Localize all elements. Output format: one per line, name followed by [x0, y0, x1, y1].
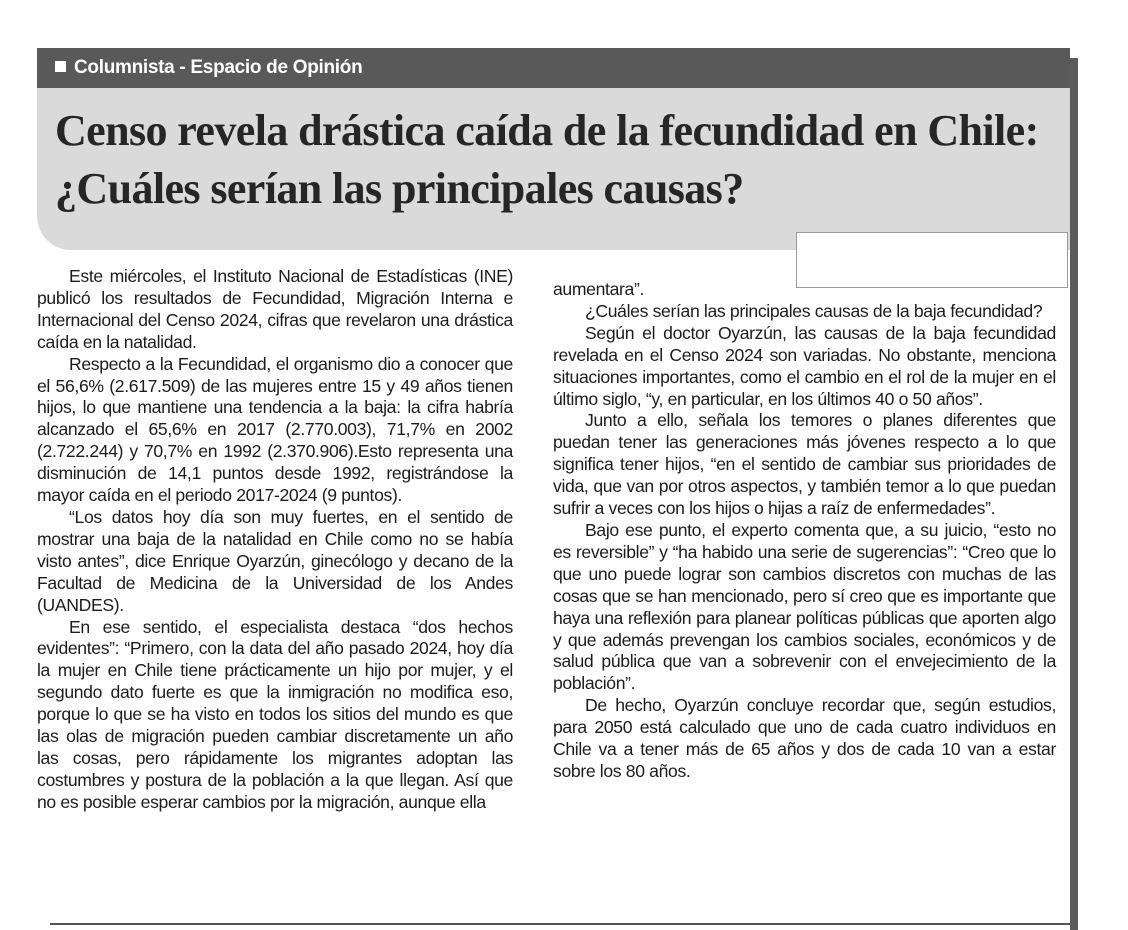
headline: Censo revela drástica caída de la fecundidad en Chile: ¿Cuáles serían las principales causas?	[55, 106, 1039, 213]
page-shadow	[1070, 58, 1078, 930]
paragraph: Según el doctor Oyarzún, las causas de la baja fecundidad revelada en el Censo 2024 son variadas. No obstante, menciona situaciones importantes, como el cambio en el rol de la mujer en el último siglo, “y, en particular, en los últimos 40 o 50 años”.	[553, 322, 1056, 409]
section-label: Columnista - Espacio de Opinión	[74, 57, 363, 78]
paragraph: Este miércoles, el Instituto Nacional de Estadísticas (INE) publicó los resultados de Fecundidad, Migración Interna e Internacional del Censo 2024, cifras que revelaron una drástica caída en la natalidad.	[37, 266, 513, 352]
paragraph: Junto a ello, señala los temores o planes diferentes que puedan tener las generaciones más jóvenes respecto a lo que significa tener hijos, “en el sentido de cambiar sus prioridades de vida, que van por otros aspectos, y también temor a lo que puedan sufrir a veces con los hijos o hijas a raíz de enfermedades”.	[553, 410, 1056, 519]
paragraph: Respecto a la Fecundidad, el organismo dio a conocer que el 56,6% (2.617.509) de las mujeres entre 15 y 49 años tienen hijos, lo que mantiene una tendencia a la baja: la cifra habría alcanzado el 65,6% en 2017 (2.770.003), 71,7% en 2002 (2.722.244) y 70,7% en 1992 (2.370.906).Esto representa una disminución de 14,1 puntos desde 1992, registrándose la mayor caída en el periodo 2017-2024 (9 puntos).	[37, 353, 513, 506]
article-column-2	[553, 279, 1056, 783]
paragraph: De hecho, Oyarzún concluye recordar que, según estudios, para 2050 está calculado que uno de cada cuatro individuos en Chile va a tener más de 65 años y dos de cada 10 van a estar sobre los 80 años.	[553, 695, 1056, 781]
paragraph: “Los datos hoy día son muy fuertes, en el sentido de mostrar una baja de la natalidad en Chile como no se había visto antes”, dice Enrique Oyarzún, ginecólogo y decano de la Facultad de Medicina de la Universidad de los Andes (UANDES).	[37, 506, 513, 615]
article-column-1	[37, 266, 513, 814]
paragraph: En ese sentido, el especialista destaca “dos hechos evidentes”: “Primero, con la data del año pasado 2024, hoy día la mujer en Chile tiene prácticamente un hijo por mujer, y el segundo dato fuerte es que la inmigración no modifica eso, porque lo que se ha visto en todos los sitios del mundo es que las olas de migración pueden cambiar discretamente un año las cosas, pero rápidamente los migrantes adoptan las costumbres y postura de la población a la que llegan. Así que no es posible esperar cambios por la migración, aunque ella	[37, 616, 513, 812]
section-header	[37, 48, 1070, 88]
subheading-question: ¿Cuáles serían las principales causas de la baja fecundidad?	[585, 300, 1043, 321]
square-bullet-icon	[55, 61, 66, 72]
paragraph: Bajo ese punto, el experto comenta que, a su juicio, “esto no es reversible” y “ha habido una serie de sugerencias”: “Creo que lo que uno puede lograr son cambios discretos con muchas de las cosas que se han mencionado, pero sí creo que es importante que haya una reflexión para planear políticas públicas que aporten algo y que además prevengan los cambios sociales, económicos y de salud pública que van a sobrevenir con el envejecimiento de la población”.	[553, 519, 1056, 694]
paragraph-continuation: aumentara”.	[553, 279, 645, 299]
bottom-divider	[50, 923, 1070, 925]
